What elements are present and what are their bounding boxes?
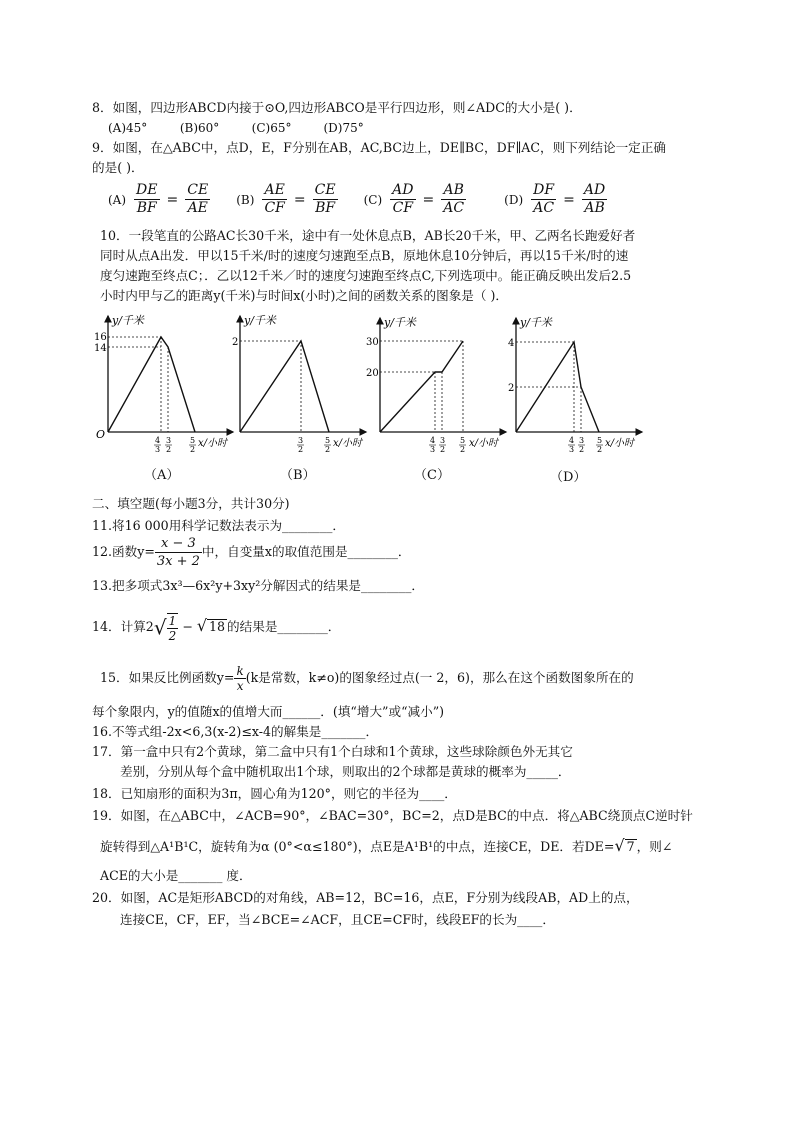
graph-b-xtick-c-den: 2 (325, 445, 331, 454)
q19-line3: ACE的大小是_______ 度． (100, 868, 252, 883)
graph-b-xlabel: x/小时 (333, 438, 363, 449)
section-2-heading: 二、填空题(每小题3分，共计30分) (92, 496, 290, 511)
q8-text: 8．如图，四边形ABCD内接于⊙O,四边形ABCO是平行四边形，则∠ADC的大小是( )． (92, 100, 582, 115)
q9-d-right: $\frac{AD}{AB}$ (583, 182, 606, 216)
graph-b (226, 310, 376, 460)
graph-d-ytick-2: 2 (508, 383, 515, 394)
q14-line: 14．计算2√ $\frac{1}{2}$ − √ 18 的结果是________． (92, 613, 341, 643)
q14-fraction: $\frac{1}{2}$ (168, 613, 177, 643)
graph-d-ytick-4: 4 (508, 338, 515, 349)
graph-c-ytick-30: 30 (366, 337, 379, 348)
graph-c-caption: （C） (414, 468, 450, 483)
q17-line1: 17．第一盒中只有2个黄球，第二盒中只有1个白球和1个黄球，这些球除颜色外无其它 (92, 744, 573, 759)
q12-fraction: $\frac{x - 3}{3x + 2}$ (156, 536, 200, 569)
q19-line2: 旋转得到△A¹B¹C，旋转角为α (0°<α≤180°)，点E是A¹B¹的中点，连接CE，DE．若DE=√ 7 ，则∠ (100, 836, 673, 855)
graph-a-xtick-b-den: 2 (166, 445, 172, 454)
graph-d-caption: （D） (550, 470, 587, 485)
graph-a-xtick-b-num: 3 (166, 436, 172, 445)
graph-c-xtick-a-num: 4 (430, 436, 436, 445)
q8-option-a: (A)45° (108, 121, 148, 135)
q11-text: 11.将16 000用科学记数法表示为________． (92, 518, 346, 533)
q9-c-right: $\frac{AB}{AC}$ (443, 182, 465, 216)
graph-c-ytick-20: 20 (366, 368, 379, 379)
graph-b-xtick-b-den: 2 (298, 445, 304, 454)
graph-d-xtick-a-den: 3 (569, 445, 575, 454)
graph-b-ytick-2: 2 (232, 337, 239, 348)
graph-a-curve (108, 337, 195, 432)
graph-b-ylabel: y/千米 (244, 314, 276, 327)
q8-option-d: (D)75° (323, 121, 364, 135)
graph-c-ylabel: y/千米 (384, 316, 416, 329)
q12-line: 12.函数y= $\frac{x - 3}{3x + 2}$ 中，自变量x的取值范围是________． (92, 536, 411, 569)
graph-c-xtick-b-num: 3 (440, 436, 446, 445)
q10-line4: 小时内甲与乙的距离y(千米)与时间x(小时)之间的函数关系的图象是（ )． (100, 288, 509, 303)
graph-b-xtick-b-num: 3 (298, 436, 304, 445)
q9-a-right: $\frac{CE}{AE}$ (187, 182, 209, 216)
q14-radicand: 18 (209, 619, 226, 634)
graph-b-xtick-c-num: 5 (325, 436, 331, 445)
q9-d-left: $\frac{DF}{AC}$ (533, 182, 555, 216)
graph-b-curve (240, 341, 329, 432)
q8-option-b: (B)60° (179, 121, 220, 135)
q20-line1: 20．如图，AC是矩形ABCD的对角线，AB=12，BC=16，点E，F分别为线段AB，AD上的点， (92, 890, 639, 905)
q9-label-a: (A) (108, 192, 127, 207)
graph-c-curve (380, 341, 463, 432)
graph-d-xlabel: x/小时 (605, 438, 635, 449)
graph-a-ytick-14: 14 (94, 343, 107, 354)
q10-line2: 同时从点A出发．甲以15千米/时的速度匀速跑至点B，原地休息10分钟后，再以15千米/时的速 (100, 248, 629, 263)
q9-label-b: (B) (236, 192, 255, 207)
graph-d-xtick-b-den: 2 (579, 445, 585, 454)
q9-options: (A) $\frac{DE}{BF}$ = $\frac{CE}{AE}$ (B) $\frac{AE}{CF}$ = $\frac{CE}{BF}$ (C) $\frac{AD}{CF}$ = $\frac{AB}{AC}$ (D) $\frac{DF}{AC}$ = $\frac{AD}{AB}$ (108, 180, 607, 219)
graph-a-xtick-a-num: 4 (155, 436, 161, 445)
q8-option-c: (C)65° (251, 121, 292, 135)
graph-a-xtick-c-num: 5 (190, 436, 196, 445)
graph-a-ylabel: y/千米 (112, 314, 144, 327)
graph-d-xtick-c-num: 5 (597, 436, 603, 445)
q13-text: 13.把多项式3x³—6x²y+3xy²分解因式的结果是________． (92, 578, 424, 593)
q16-text: 16.不等式组-2x<6,3(x-2)≤x-4的解集是_______． (92, 724, 379, 739)
graph-a-xtick-a-den: 3 (155, 445, 161, 454)
q19-radicand: 7 (626, 839, 635, 854)
graph-c-xtick-c-num: 5 (460, 436, 466, 445)
graph-c-xtick-b-den: 2 (440, 445, 446, 454)
graph-d (502, 314, 652, 464)
graph-d-xtick-c-den: 2 (597, 445, 603, 454)
q17-line2: 差别，分别从每个盒中随机取出1个球，则取出的2个球都是黄球的概率为_____． (120, 764, 571, 779)
q15-line2: 每个象限内，y的值随x的值增大而______．(填“增大”或“减小”) (92, 704, 445, 719)
q9-line1: 9．如图，在△ABC中，点D，E，F分别在AB，AC,BC边上，DE∥BC，DF∥AC，则下列结论一定正确 (92, 140, 666, 155)
graph-c-xtick-a-den: 3 (430, 445, 436, 454)
graph-c-xlabel: x/小时 (469, 438, 499, 449)
graph-c-xtick-c-den: 2 (460, 445, 466, 454)
q9-b-left: $\frac{AE}{CF}$ (264, 182, 285, 216)
q19-line1: 19．如图，在△ABC中，∠ACB=90°，∠BAC=30°，BC=2，点D是BC的中点．将△ABC绕顶点C逆时针 (92, 808, 693, 823)
q9-b-right: $\frac{CE}{BF}$ (314, 182, 336, 216)
q9-label-d: (D) (504, 192, 524, 207)
graph-a-origin: O (96, 428, 106, 441)
graph-a-ytick-16: 16 (94, 332, 107, 343)
graph-a-xtick-c-den: 2 (190, 445, 196, 454)
q9-a-left: $\frac{DE}{BF}$ (136, 182, 158, 216)
q9-line2: 的是( )． (92, 160, 144, 175)
graph-c (362, 314, 515, 464)
q8-options (108, 120, 364, 136)
q10-line1: 10．一段笔直的公路AC长30千米，途中有一处休息点B，AB长20千米，甲、乙两名长跑爱好者 (100, 228, 636, 243)
q15-fraction: $\frac{k}{x}$ (236, 664, 244, 693)
graph-d-xtick-b-num: 3 (579, 436, 585, 445)
graph-b-caption: （B） (280, 468, 316, 483)
q9-label-c: (C) (363, 192, 383, 207)
q15-line1: 15．如果反比例函数y= $\frac{k}{x}$ (k是常数，k≠o)的图象经过点(一 2，6)，那么在这个函数图象所在的 (100, 664, 634, 693)
graph-a (88, 310, 238, 460)
graph-a-xlabel: x/小时 (198, 438, 228, 449)
q18-text: 18．已知扇形的面积为3π，圆心角为120°，则它的半径为____． (92, 786, 457, 801)
graph-d-ylabel: y/千米 (520, 316, 552, 329)
q9-c-left: $\frac{AD}{CF}$ (392, 182, 414, 216)
graph-a-caption: （A） (144, 468, 180, 483)
q14-radical-sign-1: √ (153, 615, 167, 640)
graph-d-xtick-a-num: 4 (569, 436, 575, 445)
q10-line3: 度匀速跑至终点C；．乙以12千米／时的速度匀速跑至终点C,下列选项中。能正确反映出发后2.5 (100, 268, 632, 283)
q20-line2: 连接CE，CF，EF，当∠BCE=∠ACF，且CE=CF时，线段EF的长为____． (120, 912, 555, 927)
